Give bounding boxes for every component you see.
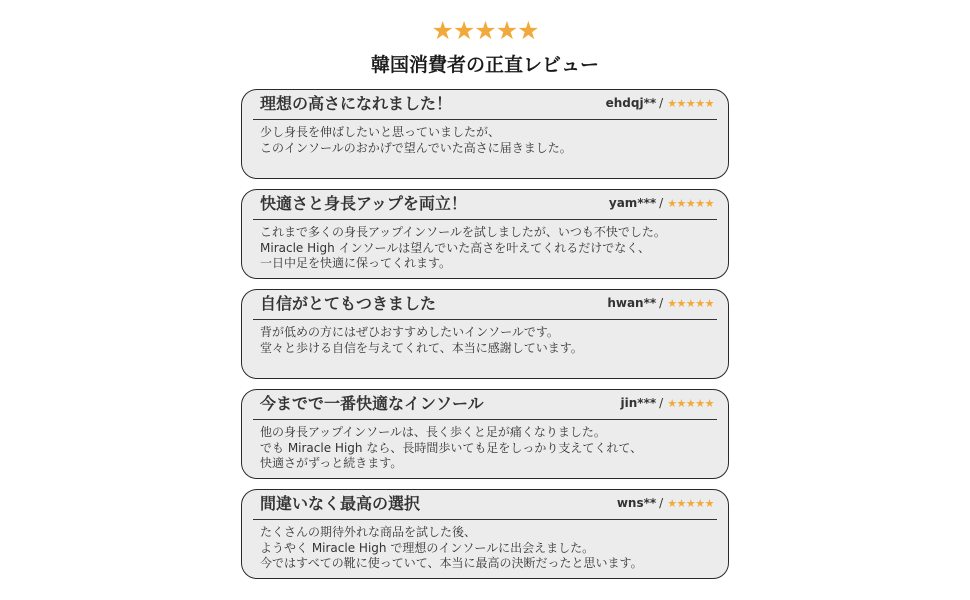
review-text-line: 快適さがずっと続きます。 xyxy=(260,456,403,470)
review-text-line: 一日中足を快適に保ってくれます。 xyxy=(260,256,452,270)
review-body xyxy=(260,225,718,272)
review-card xyxy=(241,489,729,579)
review-meta xyxy=(617,495,714,512)
divider xyxy=(253,519,717,520)
page-header xyxy=(0,18,970,78)
review-title: 今までで一番快適なインソール xyxy=(260,394,484,413)
divider xyxy=(253,119,717,120)
review-text-line: これまで多くの身長アップインソールを試しましたが、いつも不快でした。 xyxy=(260,225,666,239)
review-text-line: 他の身長アップインソールは、長く歩くと足が痛くなりました。 xyxy=(260,425,606,439)
review-meta xyxy=(609,195,714,212)
review-title: 間違いなく最高の選択 xyxy=(260,494,421,513)
review-body xyxy=(260,425,718,472)
reviewer-name: ehdqj** xyxy=(605,96,657,110)
review-text-line: このインソールのおかげで望んでいた高さに届きました。 xyxy=(260,140,572,155)
meta-separator: / xyxy=(659,396,664,410)
star-rating-icon: ★★★★★ xyxy=(667,397,714,410)
review-card xyxy=(241,289,729,379)
star-rating-icon: ★★★★★ xyxy=(667,297,714,310)
review-title: 快適さと身長アップを両立！ xyxy=(260,194,467,213)
review-text-line: Miracle High インソールは望んでいた高さを叶えてくれるだけでなく、 xyxy=(260,240,651,255)
review-text-line: 背が低めの方にはぜひおすすめしたいインソールです。 xyxy=(260,325,559,339)
star-rating-icon: ★★★★★ xyxy=(431,16,539,45)
review-card xyxy=(241,189,729,279)
meta-separator: / xyxy=(659,96,664,110)
review-list xyxy=(241,89,729,589)
reviewer-name: jin*** xyxy=(620,396,657,410)
divider xyxy=(253,319,717,320)
review-title: 理想の高さになれました！ xyxy=(260,94,453,113)
review-text-line: ようやく Miracle High で理想のインソールに出会えました。 xyxy=(260,540,595,555)
reviewer-name: yam*** xyxy=(608,196,657,210)
star-rating-icon: ★★★★★ xyxy=(667,97,714,110)
review-text-line: 今ではすべての靴に使っていて、本当に最高の決断だったと思います。 xyxy=(260,556,643,570)
review-meta xyxy=(621,395,714,412)
divider xyxy=(253,219,717,220)
review-body xyxy=(260,325,718,356)
meta-separator: / xyxy=(659,296,664,310)
meta-separator: / xyxy=(659,196,664,210)
star-rating-icon: ★★★★★ xyxy=(667,197,714,210)
divider xyxy=(253,419,717,420)
meta-separator: / xyxy=(659,496,664,510)
review-card xyxy=(241,89,729,179)
review-meta xyxy=(606,95,714,112)
review-text-line: 堂々と歩ける自信を与えてくれて、本当に感謝しています。 xyxy=(260,340,583,355)
star-rating-icon: ★★★★★ xyxy=(667,497,714,510)
review-body xyxy=(260,525,718,572)
reviewer-name: wns** xyxy=(616,496,657,510)
review-text-line: でも Miracle High なら、長時間歩いても足をしっかり支えてくれて、 xyxy=(260,440,643,455)
reviewer-name: hwan** xyxy=(607,296,657,310)
review-card xyxy=(241,389,729,479)
review-text-line: 少し身長を伸ばしたいと思っていましたが、 xyxy=(260,125,501,139)
review-text-line: たくさんの期待外れな商品を試した後、 xyxy=(260,525,477,539)
page-title: 韓国消費者の正直レビュー xyxy=(370,54,599,76)
review-meta xyxy=(607,295,714,312)
review-title: 自信がとてもつきました xyxy=(260,294,437,313)
review-body xyxy=(260,125,718,156)
